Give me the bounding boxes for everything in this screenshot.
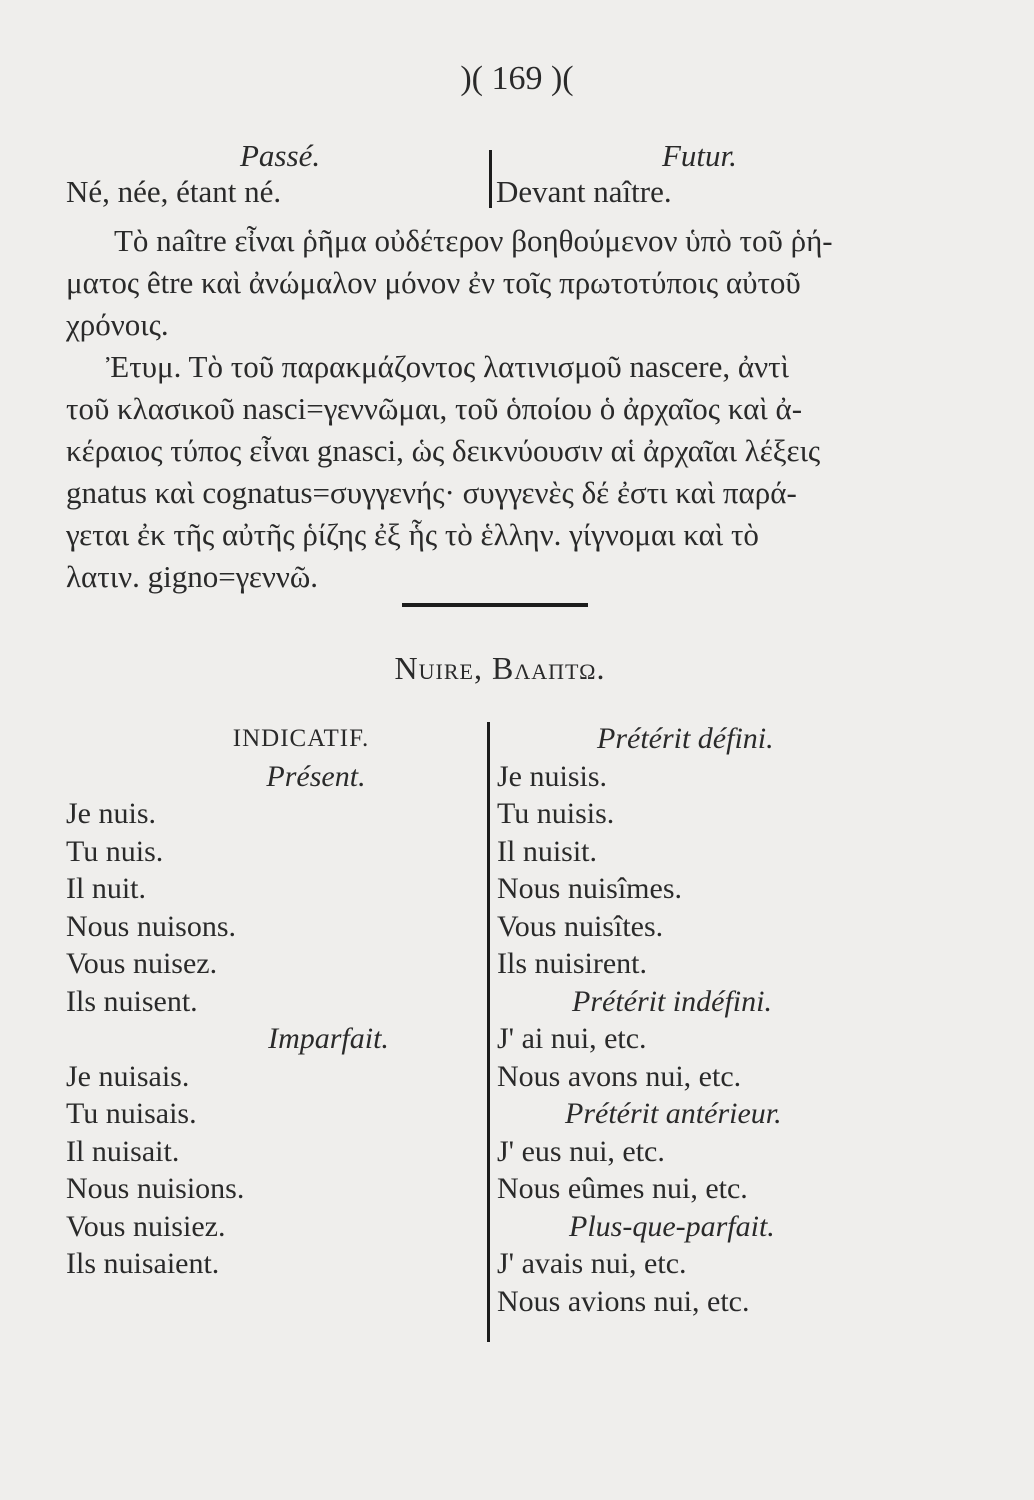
defini-form: Nous nuisîmes. bbox=[497, 872, 683, 905]
page-number: )( 169 )( bbox=[460, 60, 574, 97]
mood-heading: INDICATIF. bbox=[232, 725, 370, 752]
etym-line: λατιν. gigno=γεννῶ. bbox=[66, 559, 319, 594]
indefini-form: J' ai nui, etc. bbox=[497, 1022, 647, 1055]
imperfect-form: Je nuisais. bbox=[66, 1059, 190, 1093]
imperfect-form: Ils nuisaient. bbox=[66, 1247, 220, 1280]
participle-divider bbox=[489, 150, 492, 208]
present-form: Je nuis. bbox=[66, 797, 156, 830]
future-participle: Devant naître. bbox=[496, 174, 672, 209]
pqp-form: J' avais nui, etc. bbox=[497, 1247, 687, 1280]
note-line: Τὸ naître εἶναι ῥῆμα οὐδέτερον βοηθούμενον ὑπὸ τοῦ ῥή- bbox=[114, 223, 833, 258]
imperfect-heading: Imparfait. bbox=[268, 1022, 389, 1055]
past-heading: Passé. bbox=[240, 138, 321, 173]
anterieur-form: J' eus nui, etc. bbox=[497, 1134, 665, 1168]
present-form: Vous nuisez. bbox=[66, 947, 218, 980]
etym-line: Ἐτυμ. Τὸ τοῦ παρακμάζοντος λατινισμοῦ nascere, ἀντὶ bbox=[106, 349, 789, 384]
defini-form: Tu nuisis. bbox=[497, 797, 615, 830]
etym-line: gnatus καὶ cognatus=συγγενής· συγγενὲς δέ ἐστι καὶ παρά- bbox=[66, 475, 797, 510]
note-line: χρόνοις. bbox=[66, 307, 169, 342]
right-column bbox=[497, 720, 937, 1320]
left-column bbox=[66, 720, 476, 1283]
defini-form: Ils nuisirent. bbox=[497, 947, 647, 980]
imperfect-form: Il nuisait. bbox=[66, 1134, 180, 1168]
verb-title: Nuire, Βλαπτω. bbox=[394, 650, 606, 686]
preterit-anterieur-heading: Prétérit antérieur. bbox=[565, 1097, 782, 1130]
pqp-form: Nous avions nui, etc. bbox=[497, 1284, 750, 1318]
etymology-paragraph bbox=[66, 346, 926, 598]
present-form: Nous nuisons. bbox=[66, 909, 237, 943]
imperfect-form: Tu nuisais. bbox=[66, 1097, 197, 1130]
present-form: Ils nuisent. bbox=[66, 984, 198, 1018]
present-form: Il nuit. bbox=[66, 872, 146, 905]
anterieur-form: Nous eûmes nui, etc. bbox=[497, 1172, 748, 1205]
etym-line: γεται ἐκ τῆς αὐτῆς ῥίζης ἐξ ἧς τὸ ἑλλην. γίγνομαι καὶ τὸ bbox=[66, 517, 759, 552]
indefini-form: Nous avons nui, etc. bbox=[497, 1059, 742, 1093]
conjugation-divider bbox=[487, 722, 490, 1342]
present-heading: Présent. bbox=[266, 759, 366, 793]
preterit-indefini-heading: Prétérit indéfini. bbox=[572, 984, 772, 1018]
imperfect-form: Vous nuisiez. bbox=[66, 1209, 226, 1243]
imperfect-form: Nous nuisions. bbox=[66, 1172, 245, 1205]
section-rule bbox=[402, 603, 588, 607]
etym-line: κέραιος τύπος εἶναι gnasci, ὡς δεικνύουσιν αἱ ἀρχαῖαι λέξεις bbox=[66, 433, 821, 468]
defini-form: Vous nuisîtes. bbox=[497, 909, 664, 943]
plus-que-parfait-heading: Plus-que-parfait. bbox=[569, 1209, 775, 1243]
note-paragraph bbox=[66, 220, 926, 346]
past-participle: Né, née, étant né. bbox=[66, 174, 282, 209]
note-line: ματος être καὶ ἀνώμαλον μόνον ἐν τοῖς πρωτοτύποις αὐτοῦ bbox=[66, 265, 801, 300]
etym-line: τοῦ κλασικοῦ nasci=γεννῶμαι, τοῦ ὁποίου ὁ ἀρχαῖος καὶ ἀ- bbox=[66, 391, 803, 426]
defini-form: Il nuisit. bbox=[497, 834, 598, 868]
defini-form: Je nuisis. bbox=[497, 759, 608, 793]
future-heading: Futur. bbox=[662, 138, 737, 173]
present-form: Tu nuis. bbox=[66, 834, 164, 868]
preterit-defini-heading: Prétérit défini. bbox=[597, 722, 774, 755]
